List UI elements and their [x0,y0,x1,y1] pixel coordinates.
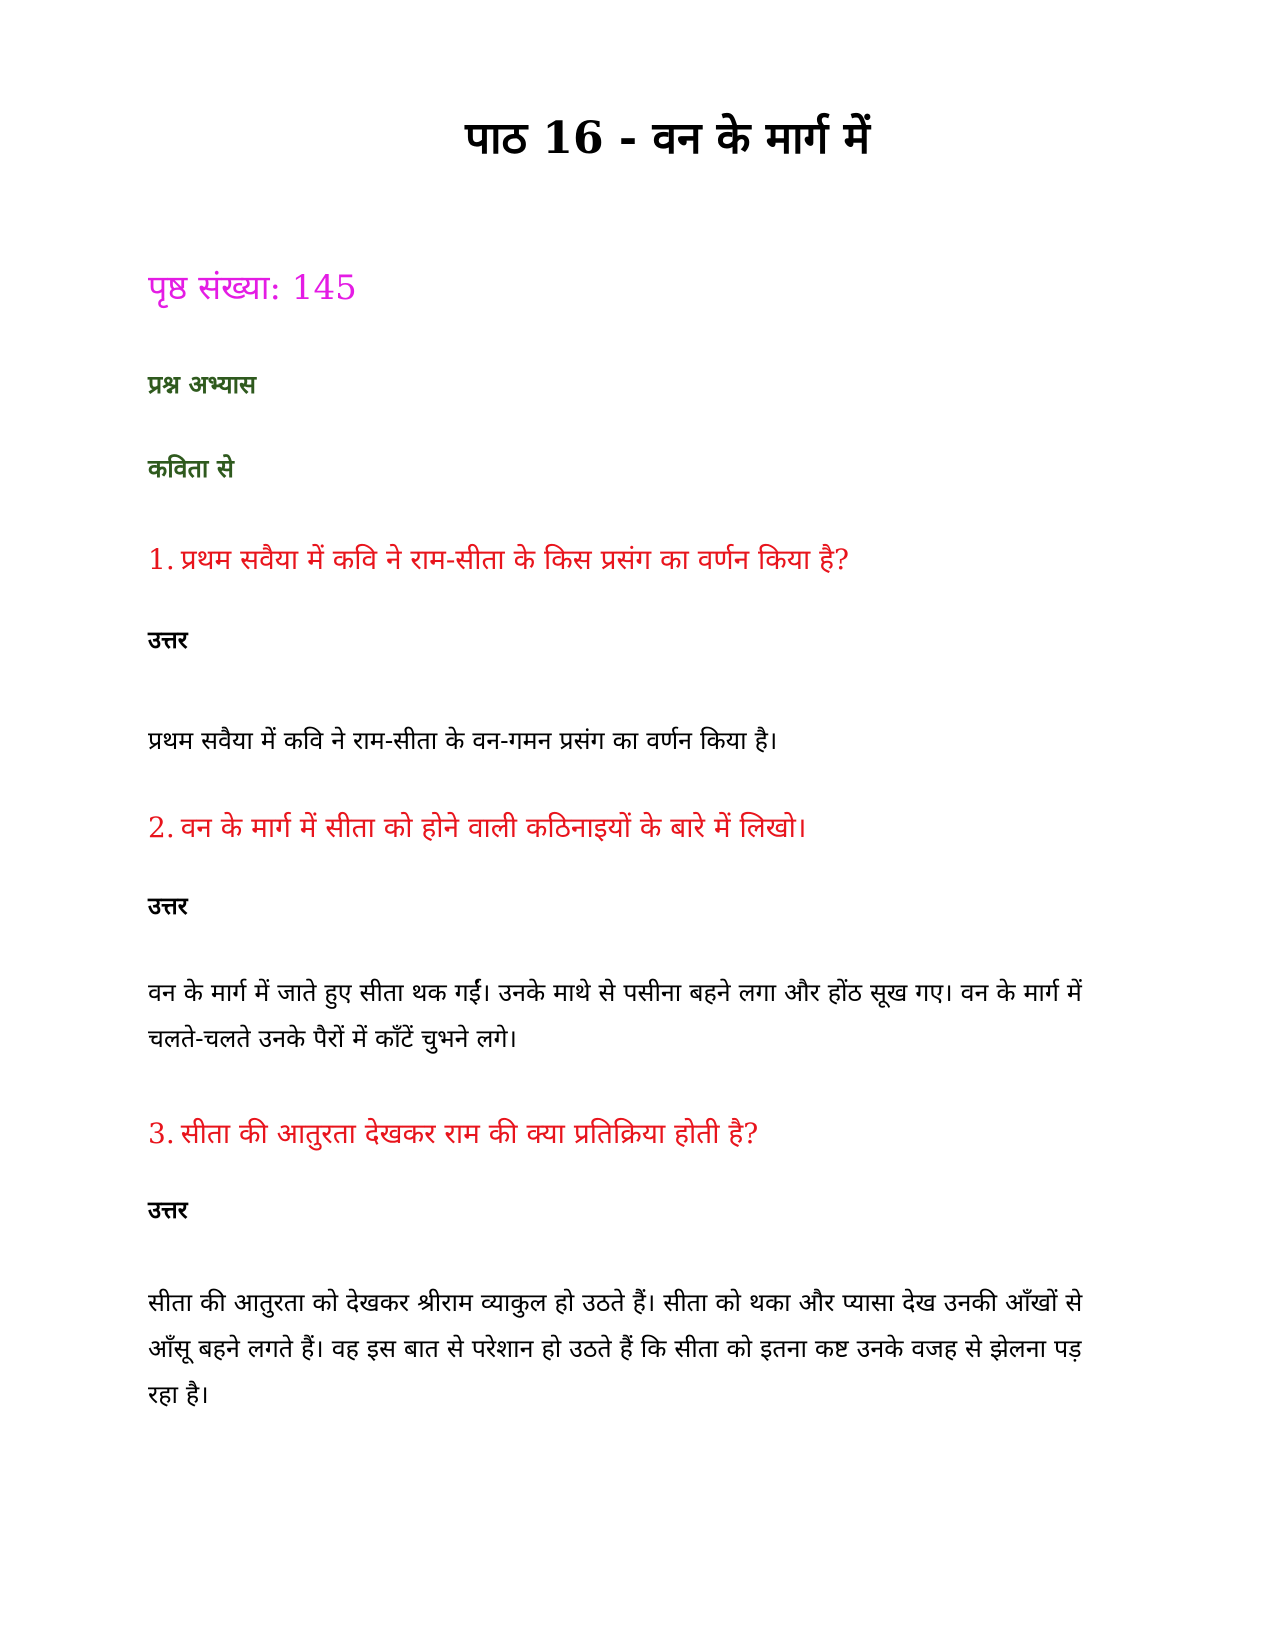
section-heading: प्रश्न अभ्यास [148,370,256,399]
answer-label: उत्तर [148,625,188,654]
answer-label: उत्तर [148,891,188,920]
question-text: सीता की आतुरता देखकर राम की क्या प्रतिक्रिया होती है? [180,1117,759,1150]
question-text: वन के मार्ग में सीता को होने वाली कठिनाइयों के बारे में लिखो। [180,811,807,844]
page-number: पृष्ठ संख्या: 145 [148,268,357,308]
question-number: 1. [148,543,175,576]
page-title: पाठ 16 - वन के मार्ग में [465,113,870,165]
subsection-heading: कविता से [148,454,234,483]
answer-2: वन के मार्ग में जाते हुए सीता थक गईं। उनके माथे से पसीना बहने लगा और होंठ सूख गए। वन के मार्ग में चलते-चलते उनके पैरों में काँटें चुभने लगे। [148,978,1082,1053]
question-3 [148,1114,1108,1154]
question-1 [148,540,1108,580]
question-2 [148,808,1108,848]
answer-3: सीता की आतुरता को देखकर श्रीराम व्याकुल हो उठते हैं। सीता को थका और प्यासा देख उनकी आँखों से आँसू बहने लगते हैं। वह इस बात से परेशान हो उठते हैं कि सीता को इतना कष्ट उनके वजह से झेलना पड़ रहा है। [148,1288,1083,1409]
answer-1: प्रथम सवैया में कवि ने राम-सीता के वन-गमन प्रसंग का वर्णन किया है। [148,726,778,755]
question-number: 3. [148,1117,175,1150]
answer-label: उत्तर [148,1195,188,1224]
question-text: प्रथम सवैया में कवि ने राम-सीता के किस प्रसंग का वर्णन किया है? [180,543,850,576]
question-number: 2. [148,811,175,844]
